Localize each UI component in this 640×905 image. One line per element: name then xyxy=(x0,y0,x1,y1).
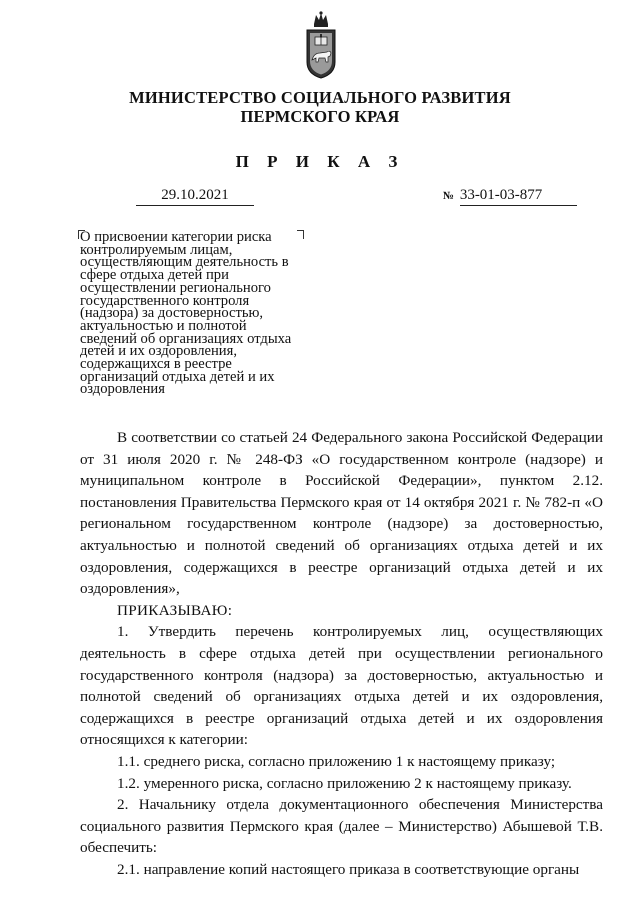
subject-line: сведений об организациях отдыха xyxy=(80,330,292,347)
item-1-paragraph: 1. Утвердить перечень контролируемых лиц, осуществляющих деятельность в сфере отдыха детей при осуществлении регионального государственного контроля (надзора) за достоверностью, актуальностью и полнотой сведений об организациях отдыха детей и их оздоровления, содержащихся в реестре организаций отдыха детей и их оздоровления относящихся к категории: xyxy=(80,623,603,749)
order-number-block xyxy=(443,187,577,206)
order-subject xyxy=(80,231,310,396)
item-2-paragraph: 2. Начальнику отдела документационного обеспечения Министерства социального развития Пермского края (далее – Министерство) Абышевой Т.В. обеспечить: xyxy=(80,796,603,857)
subject-line: О присвоении категории риска xyxy=(80,229,272,245)
subject-line: детей и их оздоровления, xyxy=(80,343,237,360)
preamble-paragraph: В соответствии со статьей 24 Федерального закона Российской Федерации от 31 июля 2020 г. № 248-ФЗ «О государственном контроле (надзоре) и муниципальном контроле в Российской Федерации», пунктом 2.12. постановления Правительства Пермского края от 14 октября 2021 г. № 782-п «О региональном государственном контроле (надзоре) за достоверностью, актуальностью и полнотой сведений об организациях отдыха детей и их оздоровления, содержащихся в реестре организаций отдыха детей и их оздоровления», xyxy=(80,429,603,598)
ministry-name-line1: МИНИСТЕРСТВО СОЦИАЛЬНОГО РАЗВИТИЯ xyxy=(129,88,511,107)
item-1-2-paragraph: 1.2. умеренного риска, согласно приложению 2 к настоящему приказу. xyxy=(117,774,572,792)
ministry-name-line2: ПЕРМСКОГО КРАЯ xyxy=(240,107,400,126)
number-sign: № xyxy=(443,190,455,202)
order-word: ПРИКАЗЫВАЮ: xyxy=(117,601,233,619)
subject-line: осуществлении регионального xyxy=(80,279,271,296)
subject-line: содержащихся в реестре xyxy=(80,356,232,373)
order-date: 29.10.2021 xyxy=(136,187,254,206)
subject-line: оздоровления xyxy=(80,381,165,398)
subject-line: сфере отдыха детей при xyxy=(80,267,229,284)
coat-of-arms-icon xyxy=(305,10,337,80)
ministry-name xyxy=(0,88,640,126)
subject-line: контролируемым лицам, xyxy=(80,241,233,258)
item-2-1-paragraph: 2.1. направление копий настоящего приказа в соответствующие органы xyxy=(117,860,580,878)
item-1-1-paragraph: 1.1. среднего риска, согласно приложению 1 к настоящему приказу; xyxy=(117,752,556,770)
subject-line: актуальностью и полнотой xyxy=(80,317,247,334)
subject-line: государственного контроля xyxy=(80,292,250,309)
order-body xyxy=(80,427,603,880)
order-title: П Р И К А З xyxy=(235,152,405,171)
subject-line: (надзора) за достоверностью, xyxy=(80,305,264,322)
subject-line: организаций отдыха детей и их xyxy=(80,368,275,385)
order-number: 33-01-03-877 xyxy=(460,187,577,206)
subject-line: осуществляющим деятельность в xyxy=(80,254,289,271)
